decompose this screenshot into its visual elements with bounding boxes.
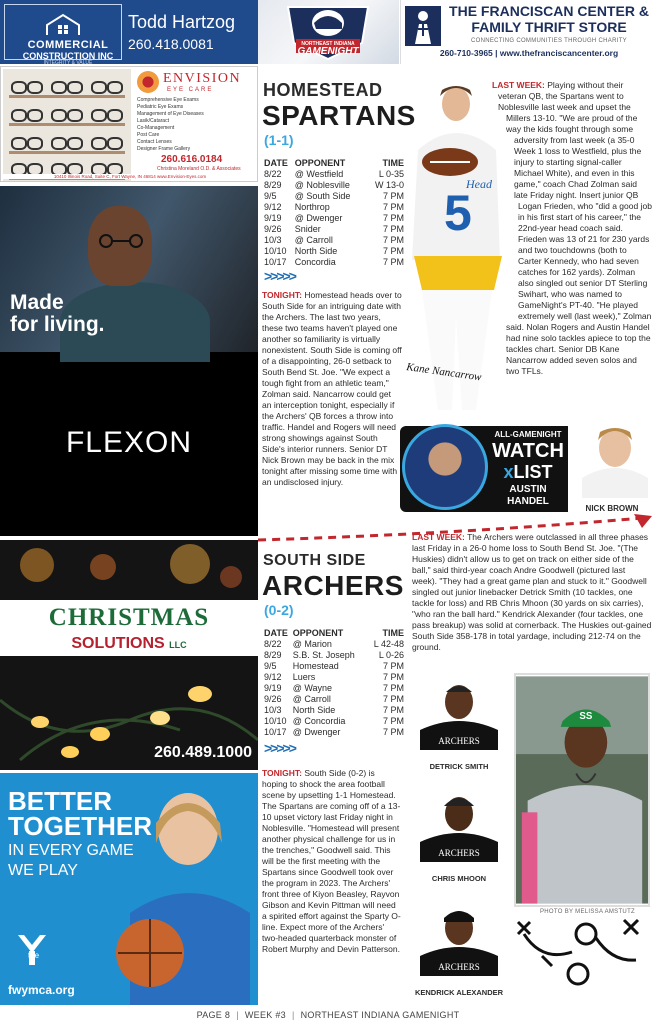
table-cell: 7 PM xyxy=(382,716,404,726)
kendrick-alexander-photo xyxy=(418,904,500,976)
nick-brown-photo xyxy=(578,418,652,498)
franciscan-tagline: CONNECTING COMMUNITIES THROUGH CHARITY xyxy=(471,38,627,44)
table-cell: Snider xyxy=(294,224,321,234)
gamenight-masthead xyxy=(258,0,399,64)
table-cell: 10/3 xyxy=(264,235,282,245)
envision-address: 10410 Illinois Road, Suite C, Fort Wayne, IN 46814 www.Envision-Eyes.com xyxy=(1,174,258,179)
watch-player-first: AUSTIN xyxy=(509,484,547,495)
ymca-line3: IN EVERY GAME xyxy=(8,842,134,859)
table-cell: 7 PM xyxy=(382,202,404,212)
svg-text:ARCHERS: ARCHERS xyxy=(438,962,480,972)
table-cell: 7 PM xyxy=(382,672,404,682)
svg-text:Kane Nancarrow: Kane Nancarrow xyxy=(405,361,483,384)
svg-text:SS: SS xyxy=(579,711,593,723)
col-time-header: TIME xyxy=(382,158,404,168)
table-cell: Concordia xyxy=(294,257,336,267)
ymca-url[interactable]: fwymca.org xyxy=(8,983,75,997)
envision-eye-care-ad[interactable] xyxy=(0,66,258,182)
table-cell: 9/19 xyxy=(264,213,282,223)
table-cell: @ Westfield xyxy=(294,169,344,179)
table-cell: L 0-26 xyxy=(378,650,404,660)
southside-team-name: ARCHERS xyxy=(262,570,404,601)
table-cell: 8/22 xyxy=(264,169,282,179)
ymca-headline xyxy=(8,786,152,841)
homestead-school: HOMESTEAD xyxy=(263,80,383,100)
table-cell: L 0-35 xyxy=(378,169,404,179)
southside-record: (0-2) xyxy=(264,602,294,618)
page-footer: PAGE 8 | WEEK #3 | NORTHEAST INDIANA GAMENIGHT xyxy=(196,1010,460,1020)
table-cell: 8/29 xyxy=(264,180,282,190)
list-item: Comprehensive Eye Exams xyxy=(137,97,199,103)
flexon-slogan xyxy=(10,292,105,336)
envision-logo-icon xyxy=(137,71,159,93)
table-cell: 9/12 xyxy=(264,202,282,212)
table-row xyxy=(264,235,404,246)
table-header-row xyxy=(264,628,404,639)
table-cell: 7 PM xyxy=(382,191,404,201)
ymca-line4: WE PLAY xyxy=(8,862,78,879)
table-row xyxy=(264,705,404,716)
watch-list-line2: WATCH xyxy=(492,440,564,462)
table-cell: 9/5 xyxy=(264,661,277,671)
house-icon xyxy=(43,13,83,37)
envision-doctor: Christina Moreland O.D. & Associates xyxy=(157,166,241,172)
table-row xyxy=(264,661,404,672)
flexon-ad[interactable] xyxy=(0,186,258,536)
table-cell: 7 PM xyxy=(382,224,404,234)
table-cell: 7 PM xyxy=(382,246,404,256)
tonight-label: TONIGHT: xyxy=(262,768,302,778)
flexon-slogan-line1: Made xyxy=(10,291,64,314)
southside-schedule-table xyxy=(264,628,404,738)
col-date-header: DATE xyxy=(264,158,288,168)
table-row xyxy=(264,694,404,705)
watch-list-player-photo xyxy=(402,424,488,510)
list-item: Designer Frame Gallery xyxy=(137,146,191,152)
last-week-text: The Archers were outclassed in all three phases last Friday in a 26-0 home loss to South Bend St. Joe. "(The Huskies) didn't allow us to get on track on either side of the ball," said third-year coach Andre Goodwell (pictured last week). "They had a great game plan and stuck to it." Goodwell singled out junior linebacker Detrick Smith (10 tackles, one tackle for loss) and RB Chris Mhoon (30 yards on six carries), "who ran the ball hard." Kendrick Alexander (four tackles, one pass breakup) was solid at cornerback. The Huskies out-gained South Side 358-178 in total yardage, including 212-74 on the ground. xyxy=(412,532,652,652)
table-row xyxy=(264,169,404,180)
table-cell: Luers xyxy=(292,672,316,682)
tonight-label: TONIGHT: xyxy=(262,290,302,300)
ymca-line2: TOGETHER xyxy=(8,811,152,841)
franciscan-phone: 260-710-3965 xyxy=(439,48,493,58)
table-cell: 7 PM xyxy=(382,213,404,223)
kendrick-alexander-caption: KENDRICK ALEXANDER xyxy=(414,988,504,997)
nick-brown-caption: NICK BROWN xyxy=(585,504,639,513)
table-cell: 10/10 xyxy=(264,246,287,256)
table-cell: S.B. St. Joseph xyxy=(292,650,355,660)
table-cell: 9/19 xyxy=(264,683,282,693)
table-cell: 7 PM xyxy=(382,661,404,671)
table-cell: 7 PM xyxy=(382,705,404,715)
ymca-logo-icon xyxy=(14,931,50,967)
table-cell: 9/5 xyxy=(264,191,277,201)
table-row xyxy=(264,202,404,213)
svg-text:ARCHERS: ARCHERS xyxy=(438,848,480,858)
ymca-ad[interactable] xyxy=(0,773,258,1005)
table-row xyxy=(264,716,404,727)
christmas-sub-word: SOLUTIONS xyxy=(71,635,165,652)
list-item: Lasik/Cataract xyxy=(137,118,169,124)
homestead-record: (1-1) xyxy=(264,132,294,148)
table-cell: 10/17 xyxy=(264,257,287,267)
ymca-logo-text: the xyxy=(28,951,40,960)
southside-school: SOUTH SIDE xyxy=(263,552,366,569)
flexon-brand: FLEXON xyxy=(65,426,193,459)
table-row xyxy=(264,213,404,224)
homestead-schedule-table xyxy=(264,158,404,268)
table-cell: @ Dwenger xyxy=(294,213,343,223)
table-cell: North Side xyxy=(292,705,336,715)
masthead-region: NORTHEAST INDIANA xyxy=(301,41,355,47)
table-row xyxy=(264,650,404,661)
masthead-title: GAMENIGHT xyxy=(297,46,359,57)
table-cell: 10/17 xyxy=(264,727,287,737)
commercial-contact-name: Todd Hartzog xyxy=(128,12,236,32)
table-row xyxy=(264,672,404,683)
franciscan-contact: 260-710-3965 | www.thefranciscancenter.org xyxy=(439,48,619,58)
table-cell: 7 PM xyxy=(382,727,404,737)
southside-tonight xyxy=(262,768,402,955)
last-week-label: LAST WEEK: xyxy=(492,80,545,90)
table-cell: @ Wayne xyxy=(292,683,333,693)
table-cell: North Side xyxy=(294,246,338,256)
christmas-phone: 260.489.1000 xyxy=(154,744,252,761)
chris-mhoon-caption: CHRIS MHOON xyxy=(431,874,487,883)
table-cell: 7 PM xyxy=(382,235,404,245)
table-cell: @ South Side xyxy=(294,191,351,201)
commercial-sub: CONSTRUCTION INC xyxy=(22,51,114,61)
table-cell: @ Noblesville xyxy=(294,180,350,190)
tonight-text: Homestead heads over to South Side for an intriguing date with the Archers. The last two years, these two teams haven't played one another so familiarity is virtually nonexistent. South Side is coming off of a disappointing, 26-0 setback to South Bend St. Joe. "We expect a tough fight from an athletic team," Zolman said. Nancarrow could get an interception tonight, especially if the Archers' QB forces a throw into traffic. Handel and Rogers will need strong showings against South Side's interior runners. Senior DT Nick Brown may be back in the mix tonight after missing some time with an undisclosed injury. xyxy=(262,290,402,487)
table-row xyxy=(264,683,404,694)
table-row xyxy=(264,180,404,191)
commercial-construction-ad[interactable] xyxy=(0,0,258,64)
homestead-team-name: SPARTANS xyxy=(262,100,416,131)
table-row xyxy=(264,224,404,235)
ymca-line1: BETTER xyxy=(8,786,112,816)
last-week-text: Playing without their veteran QB, the Spartans went to Noblesville last week and upset the Millers 13-10. "We are proud of the way the kids fought through some adversity from last week (a 35-0 Week 1 loss to Westfield, plus the injury to starting signal-caller Michael White), and even in this game," coach Chad Zolman said late Friday night. Insert junior QB Logan Frieden, who "did a good job in his first start of his career," the 22nd-year head coach said. Frieden was 13 of 21 for 230 yards and two touchdowns (both to Carter Kennedy, who had seven catches for 162 yards). Zolman also singled out senior DT Sterling Swihart, who was named to GameNight's PT-40. "He played extremely well (last week)," Zolman said. Nolan Rogers and Austin Handel had nine solo tackles apiece to top the tackles chart. Senior DB Kane Nancarrow added seven solos and two TFLs. xyxy=(498,80,652,376)
footer-page: PAGE 8 xyxy=(196,1010,231,1020)
chris-mhoon-photo xyxy=(418,790,500,862)
col-opponent-header: OPPONENT xyxy=(294,158,346,168)
commercial-tagline: INTEGRITY & VALUE xyxy=(43,60,93,66)
table-cell: L 42-48 xyxy=(373,639,404,649)
envision-phone: 260.616.0184 xyxy=(161,154,223,165)
col-opponent-header: OPPONENT xyxy=(292,628,344,638)
homestead-last-week xyxy=(410,80,652,420)
homestead-tonight xyxy=(262,290,402,488)
table-cell: @ Carroll xyxy=(292,694,331,704)
table-cell: 10/10 xyxy=(264,716,287,726)
table-cell: @ Dwenger xyxy=(292,727,341,737)
christmas-solutions-ad[interactable] xyxy=(0,540,258,770)
section-arrows: >>>>> xyxy=(264,740,295,756)
envision-sub: EYE CARE xyxy=(167,87,214,93)
christmas-title: CHRISTMAS xyxy=(48,604,210,631)
table-cell: @ Marion xyxy=(292,639,332,649)
table-cell: 9/26 xyxy=(264,694,282,704)
detrick-smith-caption: DETRICK SMITH xyxy=(429,762,489,771)
col-date-header: DATE xyxy=(264,628,288,638)
top-banner xyxy=(0,0,656,64)
table-cell: Northrop xyxy=(294,202,330,212)
table-cell: Homestead xyxy=(292,661,339,671)
table-cell: 7 PM xyxy=(382,683,404,693)
franciscan-center-ad[interactable] xyxy=(400,0,656,64)
list-item: Management of Eye Diseases xyxy=(137,111,204,117)
list-item: Pediatric Eye Exams xyxy=(137,104,184,110)
watch-list-player xyxy=(490,484,566,508)
x-and-o-play-diagram xyxy=(512,912,652,992)
table-row xyxy=(264,246,404,257)
table-row xyxy=(264,639,404,650)
svg-text:Head: Head xyxy=(466,177,492,191)
eyeglasses-display-photo xyxy=(3,69,131,181)
franciscan-title: THE FRANCISCAN CENTER & FAMILY THRIFT STORE xyxy=(449,3,649,35)
detrick-smith-photo xyxy=(418,678,500,750)
svg-text:ARCHERS: ARCHERS xyxy=(438,736,480,746)
tonight-text: South Side (0-2) is hoping to shock the area football scene by upsetting 1-1 Homestead. The Spartans are coming off of a 13-10 upset victory last Friday night in Noblesville. "Homestead will present another physical challenge for us in the trenches," Goodwell said. This will be the first meeting with the Spartans since Goodwell took over the program in 2023. The Archers' front three of Kiyon Beasley, Rayvon Gibson and Kevin Pittman will need a spirited effort against the Sparty O-line. Expect more of the Archers' two-headed quarterback monster of Robert Murphy and Devin Patterson. xyxy=(262,768,401,954)
table-cell: 9/26 xyxy=(264,224,282,234)
table-row xyxy=(264,257,404,268)
watch-list-line1: ALL-GAMENIGHT xyxy=(494,430,562,439)
list-item: Co-Management xyxy=(137,125,175,131)
envision-name: ENVISION xyxy=(163,71,242,86)
table-row xyxy=(264,727,404,738)
table-cell: 9/12 xyxy=(264,672,282,682)
southside-last-week xyxy=(412,532,652,653)
commercial-phone: 260.418.0081 xyxy=(128,36,214,52)
coach-goodwell-photo xyxy=(514,673,650,907)
christmas-llc: LLC xyxy=(169,640,187,650)
watch-player-last: HANDEL xyxy=(507,496,549,507)
franciscan-url[interactable]: www.thefranciscancenter.org xyxy=(499,48,619,58)
flexon-slogan-line2: for living. xyxy=(10,313,105,336)
list-item: Contact Lenses xyxy=(137,139,172,145)
watch-list-line3: xLIST xyxy=(503,462,553,482)
section-arrows: >>>>> xyxy=(264,268,295,284)
table-cell: 8/22 xyxy=(264,639,282,649)
table-cell: @ Carroll xyxy=(294,235,333,245)
envision-services-list xyxy=(137,97,204,153)
table-cell: 7 PM xyxy=(382,694,404,704)
table-row xyxy=(264,191,404,202)
table-header-row xyxy=(264,158,404,169)
table-cell: W 13-0 xyxy=(374,180,404,190)
svg-text:5: 5 xyxy=(444,185,472,241)
ymca-subline xyxy=(8,841,134,881)
footer-week: WEEK #3 xyxy=(244,1010,286,1020)
col-time-header: TIME xyxy=(382,628,404,638)
table-cell: 8/29 xyxy=(264,650,282,660)
franciscan-icon xyxy=(405,6,441,46)
list-item: Post Care xyxy=(137,132,160,138)
last-week-label: LAST WEEK: xyxy=(412,532,465,542)
photo-credit: PHOTO BY MELISSA AMSTUTZ xyxy=(540,909,635,915)
commercial-logo xyxy=(4,4,122,66)
commercial-name: COMMERCIAL xyxy=(27,39,109,51)
table-cell: 7 PM xyxy=(382,257,404,267)
table-cell: 10/3 xyxy=(264,705,282,715)
footer-publication: NORTHEAST INDIANA GAMENIGHT xyxy=(300,1010,460,1020)
table-cell: @ Concordia xyxy=(292,716,346,726)
christmas-subtitle xyxy=(0,635,258,653)
